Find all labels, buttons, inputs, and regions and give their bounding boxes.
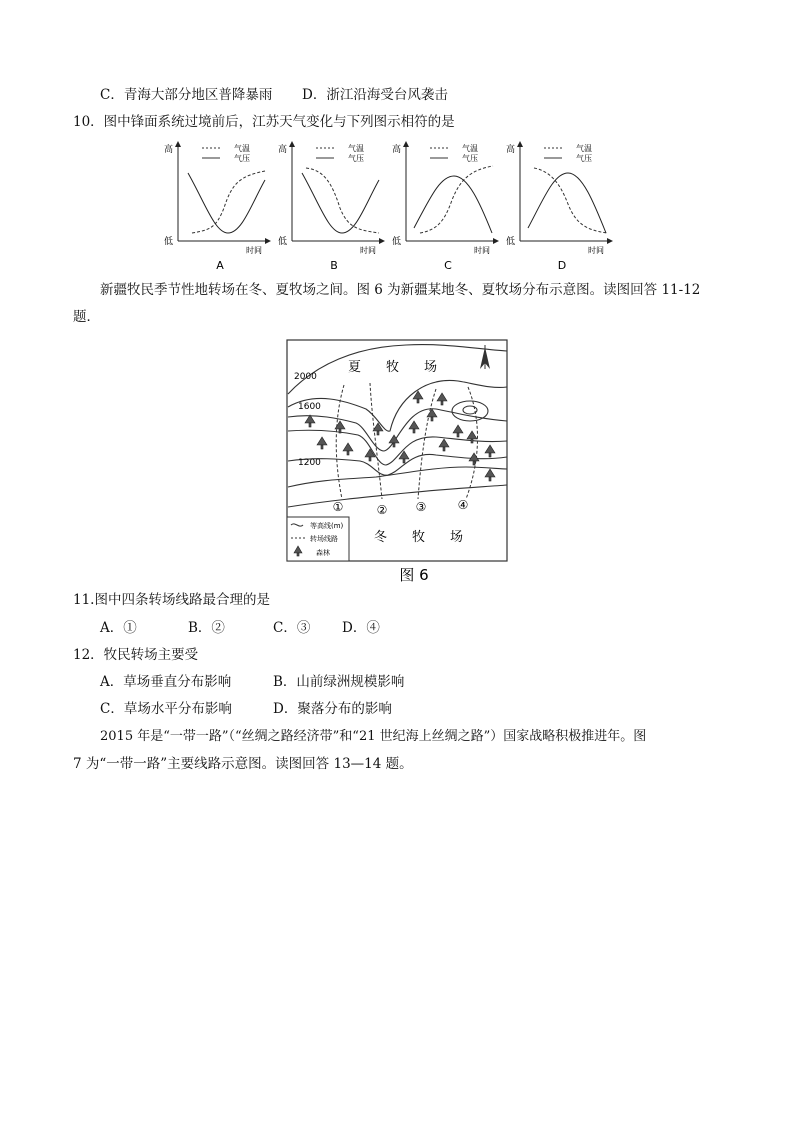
legend-temperature-label: 气温 bbox=[234, 144, 250, 153]
legend-pressure-label: 气压 bbox=[462, 154, 478, 163]
route-marker: ④ bbox=[457, 498, 469, 512]
intro-13-14-line2: 7 为“一带一路”主要线路示意图。读图回答 13—14 题。 bbox=[73, 756, 413, 772]
pressure-curve bbox=[188, 173, 265, 233]
summer-pasture-char: 夏 bbox=[348, 360, 362, 375]
intro-11-12-line1: 新疆牧民季节性地转场在冬、夏牧场之间。图 6 为新疆某地冬、夏牧场分布示意图。读图回答 11-12 bbox=[100, 282, 701, 298]
q11-option-a: A．① bbox=[100, 620, 137, 636]
q10-stem: 10．图中锋面系统过境前后，江苏天气变化与下列图示相符的是 bbox=[73, 114, 455, 130]
axis-low-label: 低 bbox=[278, 237, 288, 247]
panel-label: D bbox=[557, 259, 567, 272]
legend-pressure-label: 气压 bbox=[576, 154, 592, 163]
winter-pasture-char: 冬 bbox=[374, 530, 388, 545]
q12-option-b: B．山前绿洲规模影响 bbox=[273, 674, 405, 690]
legend-pressure-label: 气压 bbox=[234, 154, 250, 163]
axis-low-label: 低 bbox=[392, 237, 402, 247]
axis-time-label: 时间 bbox=[588, 246, 604, 255]
graph-d bbox=[506, 142, 612, 272]
axis-high-label: 高 bbox=[164, 145, 174, 155]
graph-a bbox=[164, 142, 270, 272]
contour-label: 1200 bbox=[298, 458, 321, 468]
panel-label: C bbox=[444, 259, 452, 272]
axis-high-label: 高 bbox=[278, 145, 288, 155]
temperature-curve bbox=[534, 168, 607, 233]
contour-label: 2000 bbox=[294, 372, 317, 382]
q11-option-d: D．④ bbox=[342, 620, 380, 636]
q11-option-b: B．② bbox=[188, 620, 225, 636]
legend-temperature-label: 气温 bbox=[348, 144, 364, 153]
legend-forest-label: 森林 bbox=[316, 549, 330, 557]
pressure-curve bbox=[302, 173, 379, 233]
route-marker: ③ bbox=[415, 500, 427, 514]
legend-pressure-label: 气压 bbox=[348, 154, 364, 163]
graph-b bbox=[278, 142, 384, 272]
pressure-curve bbox=[528, 173, 606, 233]
legend-route-label: 转场线路 bbox=[310, 535, 338, 543]
route-marker: ① bbox=[332, 500, 344, 514]
q11-option-c: C．③ bbox=[273, 620, 311, 636]
legend-temperature-label: 气温 bbox=[576, 144, 592, 153]
intro-13-14-line1: 2015 年是“一带一路”（“丝绸之路经济带”和“21 世纪海上丝绸之路”）国家战略积极推进年。图 bbox=[100, 729, 647, 744]
q11-stem: 11.图中四条转场线路最合理的是 bbox=[73, 592, 270, 608]
q12-option-c: C．草场水平分布影响 bbox=[100, 701, 232, 717]
summer-pasture-char: 牧 bbox=[386, 360, 400, 375]
axis-time-label: 时间 bbox=[474, 246, 490, 255]
axis-low-label: 低 bbox=[164, 237, 174, 247]
q12-stem: 12．牧民转场主要受 bbox=[73, 647, 199, 663]
legend-temperature-label: 气温 bbox=[462, 144, 478, 153]
intro-11-12-line2: 题． bbox=[73, 309, 100, 325]
route-marker: ② bbox=[376, 503, 388, 517]
winter-pasture-char: 牧 bbox=[412, 530, 426, 545]
axis-high-label: 高 bbox=[392, 145, 402, 155]
legend-contour-label: 等高线(m) bbox=[310, 522, 344, 530]
pressure-curve bbox=[414, 176, 492, 233]
axis-time-label: 时间 bbox=[360, 246, 376, 255]
axis-high-label: 高 bbox=[506, 145, 516, 155]
q12-option-a: A．草场垂直分布影响 bbox=[100, 674, 232, 690]
axis-low-label: 低 bbox=[506, 237, 516, 247]
axis-time-label: 时间 bbox=[246, 246, 262, 255]
figure6-map bbox=[286, 339, 510, 585]
figure6-caption: 图 6 bbox=[399, 566, 429, 584]
panel-label: A bbox=[216, 259, 224, 272]
panel-label: B bbox=[330, 259, 338, 272]
graph-c bbox=[392, 142, 498, 272]
q12-option-d: D．聚落分布的影响 bbox=[273, 701, 392, 717]
contour-label: 1600 bbox=[298, 402, 321, 412]
q9-option-c: C．青海大部分地区普降暴雨 bbox=[100, 87, 273, 103]
winter-pasture-char: 场 bbox=[450, 530, 464, 545]
q9-option-d: D．浙江沿海受台风袭击 bbox=[302, 87, 448, 103]
q10-graphs bbox=[160, 138, 620, 273]
summer-pasture-char: 场 bbox=[424, 360, 438, 375]
